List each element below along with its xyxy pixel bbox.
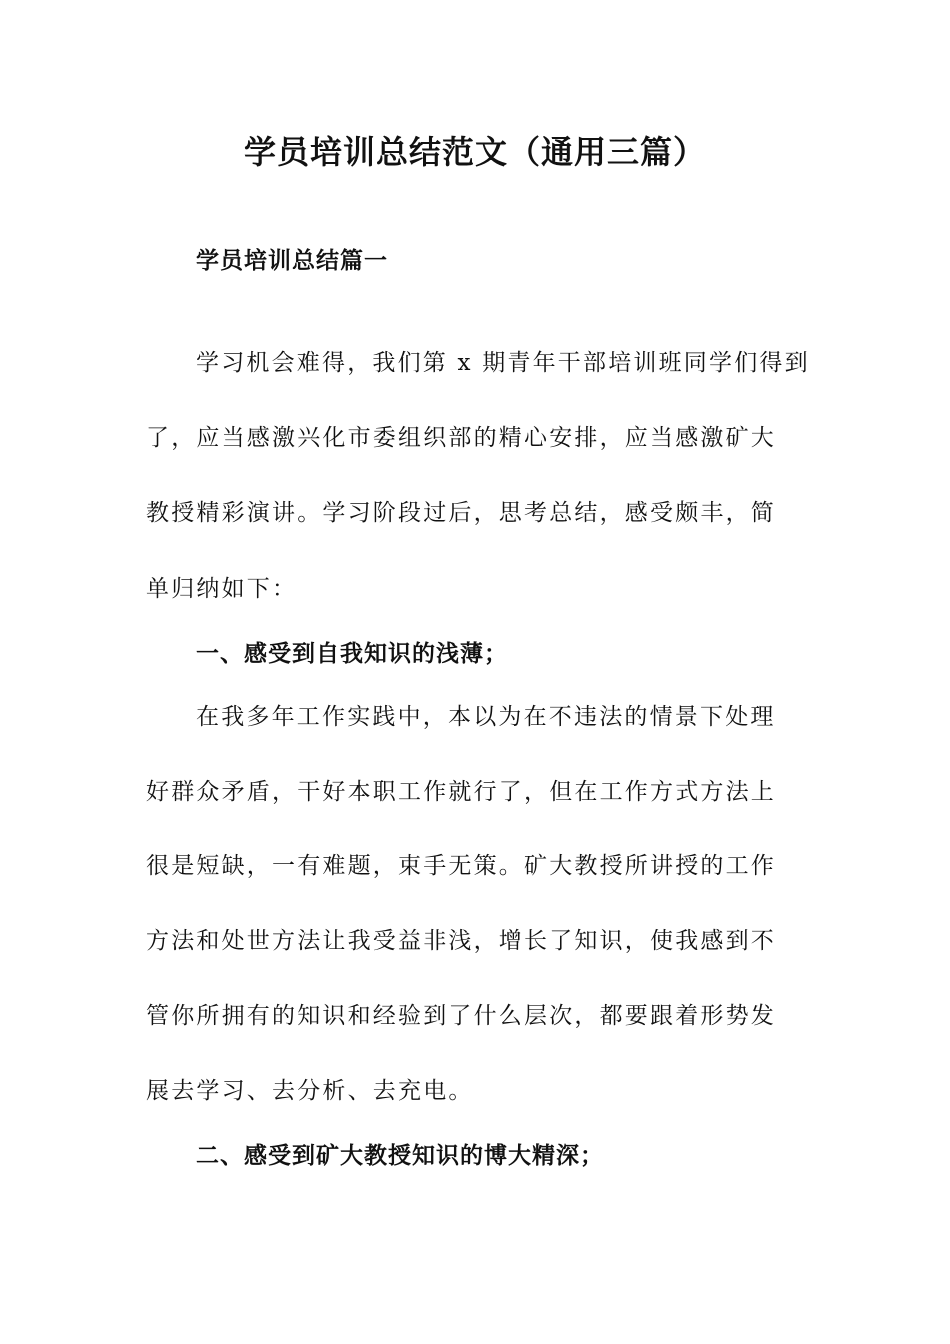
paragraph-line: 好群众矛盾，干好本职工作就行了，但在工作方式方法上 — [146, 779, 776, 805]
paragraph-line: 学习机会难得，我们第 x 期青年干部培训班同学们得到 — [196, 350, 810, 376]
paragraph-line: 了，应当感激兴化市委组织部的精心安排，应当感激矿大 — [146, 425, 776, 451]
paragraph-line: 管你所拥有的知识和经验到了什么层次，都要跟着形势发 — [146, 1003, 776, 1029]
section-heading: 学员培训总结篇一 — [196, 248, 388, 274]
paragraph-line: 单归纳如下： — [146, 576, 298, 602]
point-2-heading: 二、感受到矿大教授知识的博大精深； — [196, 1143, 604, 1169]
paragraph-line: 方法和处世方法让我受益非浅，增长了知识，使我感到不 — [146, 928, 776, 954]
point-1-heading: 一、感受到自我知识的浅薄； — [196, 641, 508, 667]
document-title: 学员培训总结范文（通用三篇） — [243, 133, 706, 171]
paragraph-line: 教授精彩演讲。学习阶段过后，思考总结，感受颇丰，简 — [146, 500, 776, 526]
paragraph-line: 很是短缺，一有难题，束手无策。矿大教授所讲授的工作 — [146, 853, 776, 879]
paragraph-line: 在我多年工作实践中，本以为在不违法的情景下处理 — [196, 704, 776, 730]
paragraph-line: 展去学习、去分析、去充电。 — [146, 1078, 474, 1104]
